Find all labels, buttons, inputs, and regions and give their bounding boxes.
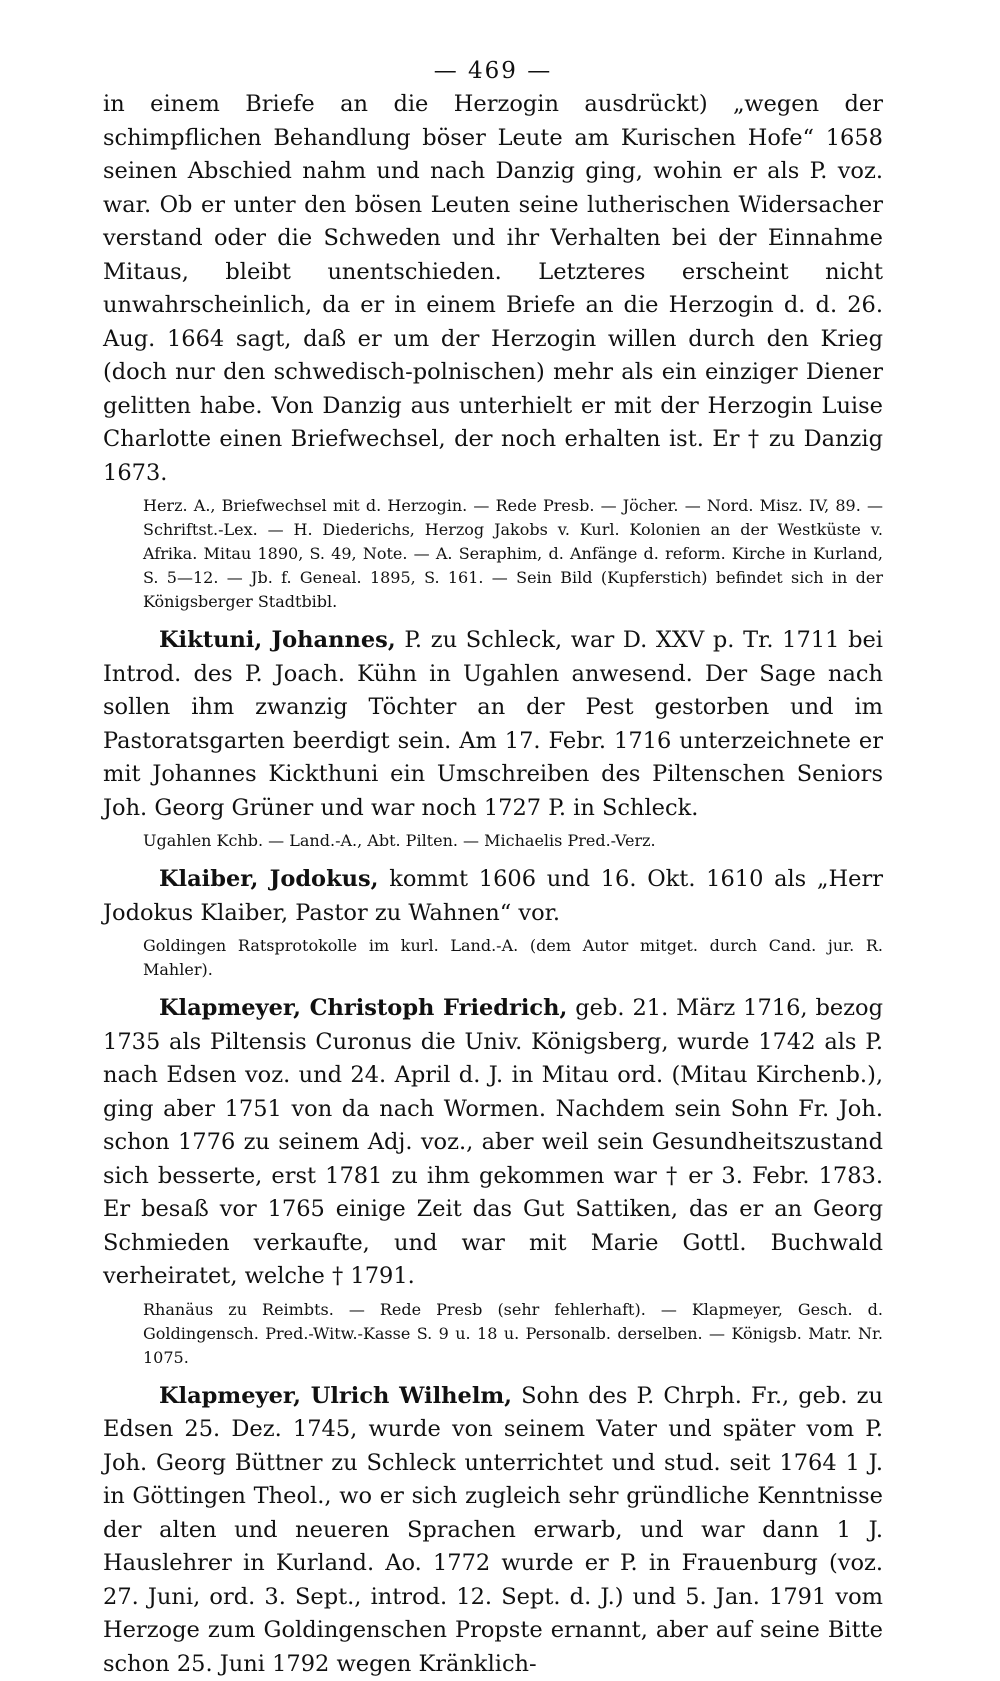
page-number: — 469 — bbox=[103, 58, 883, 84]
entry-paragraph bbox=[103, 1380, 883, 1681]
page bbox=[103, 58, 883, 1681]
entry-heading: Klaiber, Jodokus, bbox=[159, 866, 379, 892]
entry-references: Goldingen Ratsprotokolle im kurl. Land.-A. (dem Autor mitget. durch Cand. jur. R. Mahler). bbox=[143, 934, 883, 982]
entry-text: geb. 21. März 1716, bezog 1735 als Piltensis Curonus die Univ. Königsberg, wurde 1742 als P. nach Edsen voz. und 24. April d. J. in Mitau ord. (Mitau Kirchenb.), ging aber 1751 von da nach Wormen. Nachdem sein Sohn Fr. Joh. schon 1776 zu seinem Adj. voz., aber weil sein Gesundheitszustand sich besserte, erst 1781 zu ihm gekommen war † er 3. Febr. 1783. Er besaß vor 1765 einige Zeit das Gut Sattiken, das er an Georg Schmieden verkaufte, und war mit Marie Gottl. Buchwald verheiratet, welche † 1791. bbox=[103, 995, 883, 1289]
entry-text: P. zu Schleck, war D. XXV p. Tr. 1711 bei Introd. des P. Joach. Kühn in Ugahlen anwesend. Der Sage nach sollen ihm zwanzig Töchter an der Pest gestorben und im Pastoratsgarten beerdigt sein. Am 17. Febr. 1716 unterzeichnete er mit Johannes Kickthuni ein Umschreiben des Piltenschen Seniors Joh. Georg Grüner und war noch 1727 P. in Schleck. bbox=[103, 627, 883, 821]
entry-heading: Klapmeyer, Ulrich Wilhelm, bbox=[159, 1383, 512, 1409]
intro-references: Herz. A., Briefwechsel mit d. Herzogin. — Rede Presb. — Jöcher. — Nord. Misz. IV, 89. — Schriftst.-Lex. — H. Diederichs, Herzog Jakobs v. Kurl. Kolonien an der Westküste v. Afrika. Mitau 1890, S. 49, Note. — A. Seraphim, d. Anfänge d. reform. Kirche in Kurland, S. 5—12. — Jb. f. Geneal. 1895, S. 161. — Sein Bild (Kupferstich) befindet sich in der Königsberger Stadtbibl. bbox=[143, 494, 883, 614]
intro-paragraph: in einem Briefe an die Herzogin ausdrückt) „wegen der schimpflichen Behandlung böser Leute am Kurischen Hofe“ 1658 seinen Abschied nahm und nach Danzig ging, wohin er als P. voz. war. Ob er unter den bösen Leuten seine lutherischen Widersacher verstand oder die Schweden und ihr Verhalten bei der Einnahme Mitaus, bleibt unentschieden. Letzteres erscheint nicht unwahrscheinlich, da er in einem Briefe an die Herzogin d. d. 26. Aug. 1664 sagt, daß er um der Herzogin willen durch den Krieg (doch nur den schwedisch-polnischen) mehr als ein einziger Diener gelitten habe. Von Danzig aus unterhielt er mit der Herzogin Luise Charlotte einen Briefwechsel, der noch erhalten ist. Er † zu Danzig 1673. bbox=[103, 88, 883, 490]
entry-paragraph bbox=[103, 863, 883, 930]
entry-kiktuni bbox=[103, 624, 883, 853]
entry-klapmeyer-christoph bbox=[103, 992, 883, 1370]
entry-klaiber bbox=[103, 863, 883, 982]
entry-heading: Klapmeyer, Christoph Friedrich, bbox=[159, 995, 567, 1021]
entry-references: Ugahlen Kchb. — Land.-A., Abt. Pilten. — Michaelis Pred.-Verz. bbox=[143, 829, 883, 853]
entry-references: Rhanäus zu Reimbts. — Rede Presb (sehr fehlerhaft). — Klapmeyer, Gesch. d. Goldingensch. Pred.-Witw.-Kasse S. 9 u. 18 u. Personalb. derselben. — Königsb. Matr. Nr. 1075. bbox=[143, 1298, 883, 1370]
entry-text: Sohn des P. Chrph. Fr., geb. zu Edsen 25. Dez. 1745, wurde von seinem Vater und später vom P. Joh. Georg Büttner zu Schleck unterrichtet und stud. seit 1764 1 J. in Göttingen Theol., wo er sich zugleich sehr gründliche Kenntnisse der alten und neueren Sprachen erwarb, und war dann 1 J. Hauslehrer in Kurland. Ao. 1772 wurde er P. in Frauenburg (voz. 27. Juni, ord. 3. Sept., introd. 12. Sept. d. J.) und 5. Jan. 1791 vom Herzoge zum Goldingenschen Propste ernannt, aber auf seine Bitte schon 25. Juni 1792 wegen Kränklich- bbox=[103, 1383, 883, 1677]
entry-paragraph bbox=[103, 992, 883, 1294]
entry-heading: Kiktuni, Johannes, bbox=[159, 627, 396, 653]
entry-paragraph bbox=[103, 624, 883, 825]
entry-klapmeyer-ulrich bbox=[103, 1380, 883, 1681]
entry-text: kommt 1606 und 16. Okt. 1610 als „Herr Jodokus Klaiber, Pastor zu Wahnen“ vor. bbox=[103, 866, 883, 926]
